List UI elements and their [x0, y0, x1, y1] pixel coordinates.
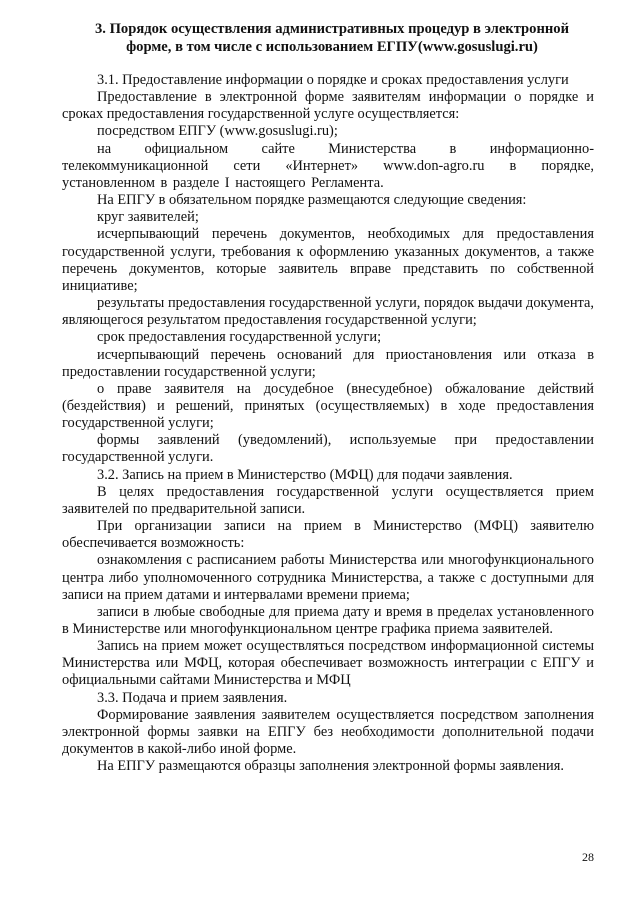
list-item: записи в любые свободные для приема дату и время в пределах установленного в Министерстве или многофункциональном центре графика приема заявителей. — [62, 603, 594, 637]
list-item: формы заявлений (уведомлений), используемые при предоставлении государственной услуги. — [62, 432, 594, 466]
list-item: о праве заявителя на досудебное (внесудебное) обжалование действий (бездействия) и решений, принятых (осуществляемых) в ходе предоставления государственной услуги; — [62, 380, 594, 432]
list-item: круг заявителей; — [97, 209, 199, 226]
paragraph-3-1-heading: 3.1. Предоставление информации о порядке и сроках предоставления услуги — [97, 72, 569, 88]
paragraph-3-2-heading: 3.2. Запись на прием в Министерство (МФЦ) для подачи заявления. — [97, 466, 513, 483]
paragraph: Запись на прием может осуществляться посредством информационной системы Министерства или МФЦ, которая обеспечивает возможность интеграции с ЕПГУ и официальными сайтами Министерства и МФЦ — [62, 638, 594, 689]
list-item: ознакомления с расписанием работы Министерства или многофункционального центра либо уполномоченного сотрудника Министерства, а также с доступными для записи на прием датами и интервалами времени приема; — [62, 552, 594, 603]
paragraph: Предоставление в электронной форме заявителям информации о порядке и сроках предоставления государственной услуге осуществляется: — [62, 89, 594, 123]
list-item: посредством ЕПГУ (www.gosuslugi.ru); — [97, 123, 338, 140]
list-item: на официальном сайте Министерства в информационно-телекоммуникационной сети «Интернет» www.don-agro.ru в порядке, установленном в разделе I настоящего Регламента. — [62, 140, 594, 191]
paragraph: На ЕПГУ размещаются образцы заполнения электронной формы заявления. — [97, 758, 564, 775]
section-title — [64, 20, 600, 56]
list-item: исчерпывающий перечень оснований для приостановления или отказа в предоставлении государственной услуги; — [62, 346, 594, 380]
paragraph-3-3-heading: 3.3. Подача и прием заявления. — [97, 689, 288, 706]
page-number: 28 — [582, 850, 594, 864]
section-title-line-1: 3. Порядок осуществления административных процедур в электронной — [94, 21, 569, 37]
list-item: результаты предоставления государственной услуги, порядок выдачи документа, являющегося результатом предоставления государственной услуги; — [62, 295, 594, 329]
paragraph: При организации записи на прием в Министерство (МФЦ) заявителю обеспечивается возможность: — [62, 518, 594, 552]
list-item: исчерпывающий перечень документов, необходимых для предоставления государственной услуги, требования к оформлению указанных документов, а также перечень документов, которые заявитель вправе представить по собственной инициативе; — [62, 226, 594, 294]
paragraph: На ЕПГУ в обязательном порядке размещаются следующие сведения: — [97, 192, 527, 209]
paragraph: В целях предоставления государственной услуги осуществляется прием заявителей по предварительной записи. — [62, 483, 594, 517]
document-body — [62, 72, 594, 775]
list-item: срок предоставления государственной услуги; — [97, 329, 382, 346]
section-title-line-2: форме, в том числе с использованием ЕГПУ(www.gosuslugi.ru) — [126, 39, 538, 55]
paragraph: Формирование заявления заявителем осуществляется посредством заполнения электронной формы заявки на ЕПГУ без необходимости дополнительной подачи документов в какой-либо иной форме. — [62, 706, 594, 758]
